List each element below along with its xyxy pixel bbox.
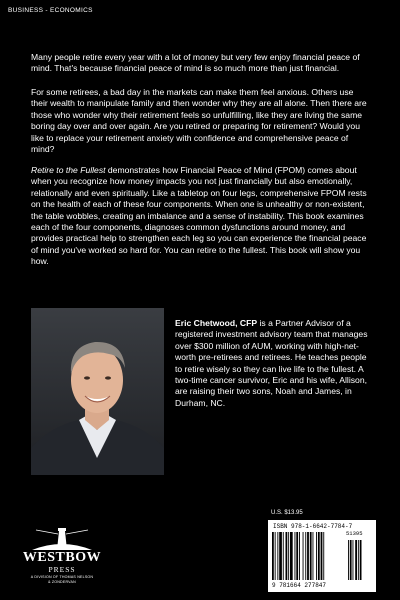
barcode-bar <box>305 532 306 580</box>
barcode-bar <box>283 532 284 580</box>
lighthouse-icon <box>22 528 102 552</box>
description-paragraph-2: For some retirees, a bad day in the markets can make them feel anxious. Others use their wealth to manipulate family and then wonder why they are all alone. Then there are those who wonder why their retirement feels so unfulfilling, like they are living the same boring day over and over again. Are you retired or preparing for retirement? Would you like to replace your retirement anxiety with confidence and comprehensive peace of mind? <box>31 87 367 155</box>
book-title-inline: Retire to the Fullest <box>31 165 106 175</box>
barcode-bar <box>303 532 304 580</box>
barcode-digits: 9 781664 277847 <box>272 582 327 589</box>
barcode-bar <box>295 532 296 580</box>
barcode-image <box>272 532 372 582</box>
barcode-bar <box>279 532 282 580</box>
isbn-text: ISBN 978-1-6642-7784-7 <box>273 523 353 530</box>
publisher-division-line-2: & ZONDERVAN <box>48 579 76 584</box>
author-bio-text: is a Partner Advisor of a registered investment advisory team that manages over $300 million of AUM, working with high-net-worth pre-retirees and retirees. He teaches people to retire wisely so they can live life to the fullest. A two-time cancer survivor, Eric and his wife, Allison, are raising their two sons, Noah and James, in Durham, NC. <box>175 318 368 408</box>
author-bio <box>175 318 375 409</box>
barcode-bar <box>307 532 309 580</box>
barcode-addon-bar <box>353 540 354 580</box>
barcode-addon-digits: 51395 <box>346 530 363 537</box>
barcode-bar <box>299 532 300 580</box>
price-label: U.S. $13.95 <box>271 510 303 516</box>
barcode-addon-bar <box>350 540 352 580</box>
barcode-bar <box>321 532 323 580</box>
barcode-bar <box>272 532 274 580</box>
publisher-name: WESTBOW <box>22 550 102 565</box>
barcode-bar <box>316 532 317 580</box>
barcode-bar <box>288 532 289 580</box>
barcode-bar <box>296 532 298 580</box>
barcode-bar <box>290 532 293 580</box>
description-paragraph-1: Many people retire every year with a lot of money but very few enjoy financial peace of mind. That's because financial peace of mind is so much more than just financial. <box>31 52 360 74</box>
barcode-bar <box>323 532 324 580</box>
barcode-box <box>268 520 376 592</box>
barcode-addon-bar <box>355 540 357 580</box>
author-photo <box>31 308 164 475</box>
publisher-division-line-1: A DIVISION OF THOMAS NELSON <box>30 575 94 579</box>
author-name: Eric Chetwood, CFP <box>175 318 258 328</box>
barcode-bar <box>310 532 312 580</box>
barcode-bar <box>313 532 314 580</box>
author-portrait-image <box>31 308 164 475</box>
barcode-bar <box>318 532 320 580</box>
publisher-press: PRESS <box>48 565 76 574</box>
publisher-logo <box>22 528 102 592</box>
barcode-addon-bar <box>348 540 349 580</box>
barcode-bar <box>277 532 278 580</box>
barcode-bar <box>286 532 288 580</box>
barcode-addon-bar <box>360 540 362 580</box>
barcode-addon-bar <box>358 540 359 580</box>
description-paragraph-3-text: demonstrates how Financial Peace of Mind (FPOM) comes about when you recognize how money impacts you not just financially but also emotionally, relationally and even spiritually. Like a tabletop on four legs, comprehensive FPOM rests on the health of each of these four components. When one is unhealthy or non-existent, the table wobbles, creating an imbalance and a sense of instability. This book examines each of the four components, diagnoses common dysfunctions around money, and provides practical help to strengthen each leg so you can experience the financial peace of mind you've worked so hard for. You can retire to the fullest. This book will show you how. <box>31 165 367 267</box>
publisher-division <box>22 575 102 584</box>
description-paragraph-3 <box>31 165 369 268</box>
barcode-bar <box>275 532 276 580</box>
category-label: BUSINESS - ECONOMICS <box>8 7 93 14</box>
